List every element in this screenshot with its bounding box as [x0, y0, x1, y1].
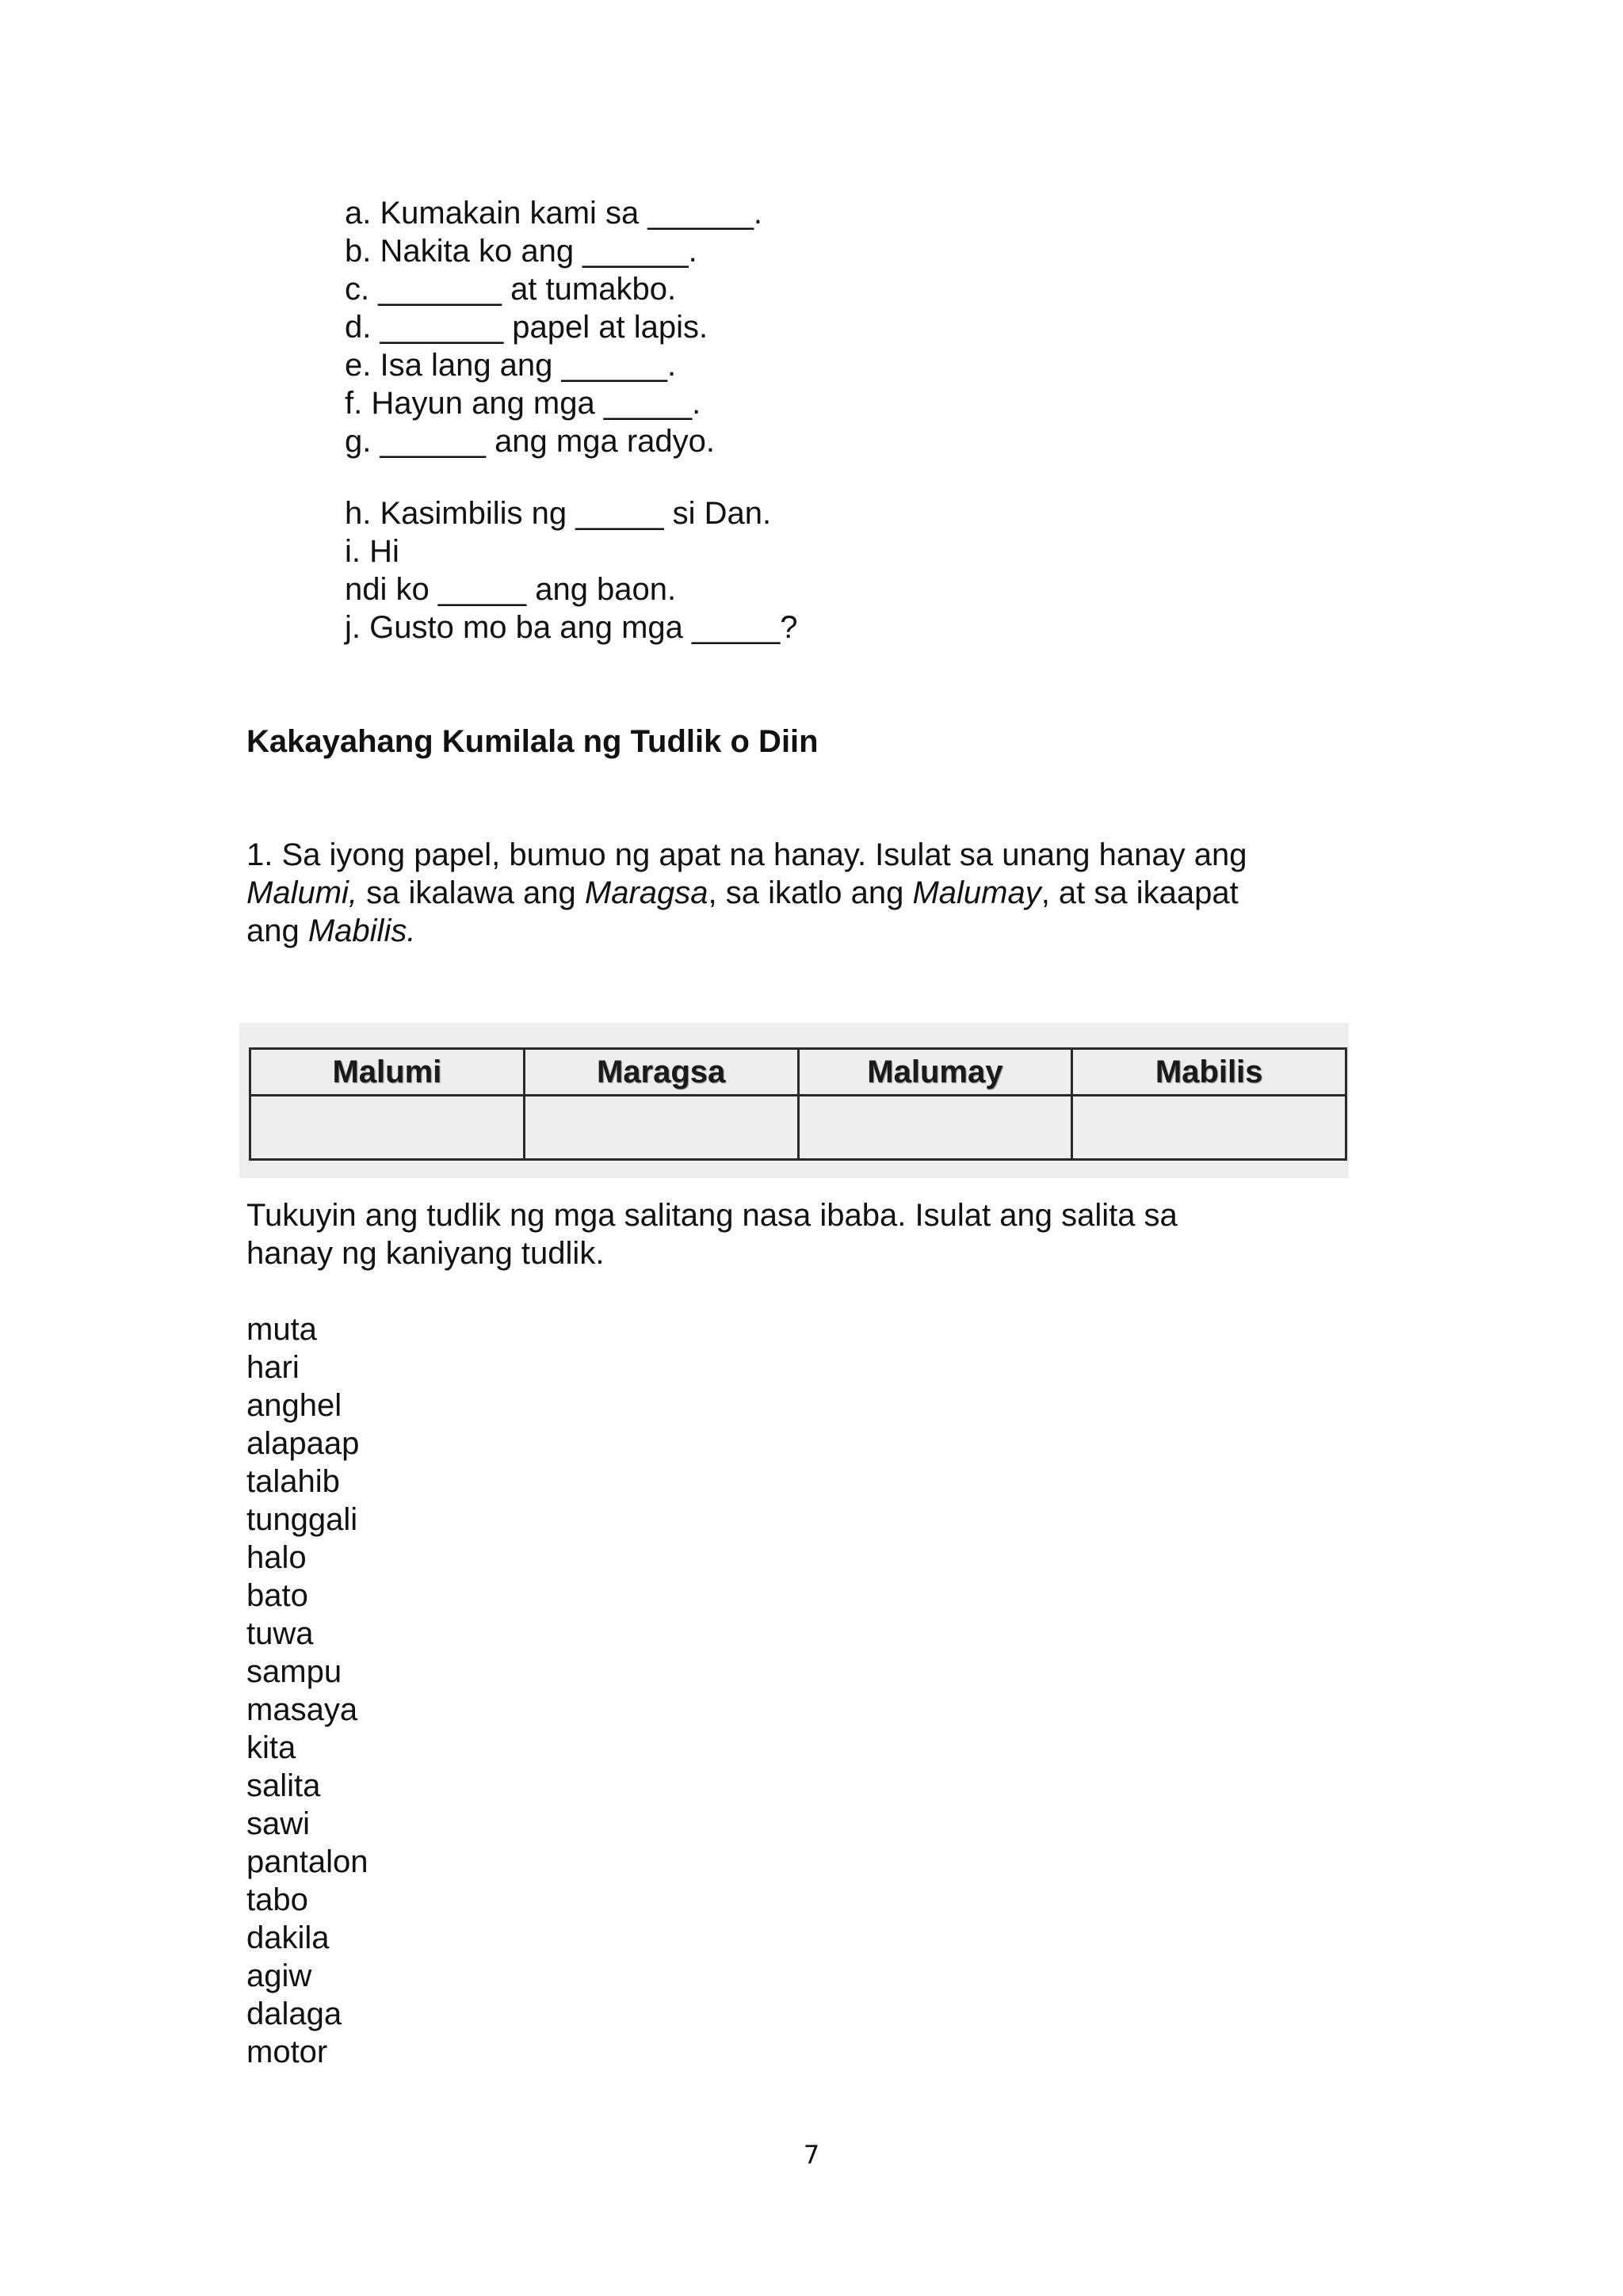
section-heading: Kakayahang Kumilala ng Tudlik o Diin [246, 724, 819, 759]
list-item: talahib [246, 1464, 340, 1499]
term-malumay: Malumay [912, 875, 1041, 910]
column-header-malumi: Malumi [250, 1049, 525, 1096]
list-item: dalaga [246, 1997, 342, 2031]
instruction-line [246, 874, 1356, 912]
list-item: pantalon [246, 1844, 369, 1879]
fill-in-item: j. Gusto mo ba ang mga _____? [345, 610, 798, 645]
tudlik-table [249, 1047, 1347, 1161]
fill-in-list-b [345, 494, 1375, 646]
fill-in-item: d. _______ papel at lapis. [345, 310, 708, 345]
fill-in-list-a [345, 194, 1375, 460]
term-malumi: Malumi, [246, 875, 358, 910]
empty-cell [250, 1096, 525, 1160]
empty-cell [524, 1096, 798, 1160]
list-item: tuwa [246, 1616, 314, 1651]
fill-in-item: f. Hayun ang mga _____. [345, 386, 701, 421]
instruction-line [246, 912, 1356, 950]
instruction-text: ang [246, 913, 308, 948]
fill-in-item: b. Nakita ko ang ______. [345, 234, 697, 269]
fill-in-item: e. Isa lang ang ______. [345, 348, 677, 383]
list-item: bato [246, 1578, 308, 1613]
term-mabilis: Mabilis. [307, 913, 416, 948]
list-item: agiw [246, 1958, 312, 1993]
list-item: kita [246, 1730, 296, 1765]
fill-in-item: h. Kasimbilis ng _____ si Dan. [345, 496, 772, 531]
prompt-paragraph [246, 1196, 1356, 1272]
table-header-row [250, 1049, 1346, 1096]
fill-in-item: c. _______ at tumakbo. [345, 272, 677, 307]
list-item: alapaap [246, 1426, 360, 1461]
empty-cell [798, 1096, 1072, 1160]
fill-in-item: g. ______ ang mga radyo. [345, 424, 716, 459]
column-header-mabilis: Mabilis [1072, 1049, 1346, 1096]
list-item: muta [246, 1312, 317, 1347]
table-row [250, 1096, 1346, 1160]
list-item: sampu [246, 1654, 342, 1689]
instruction-line: 1. Sa iyong papel, bumuo ng apat na hanay. Isulat sa unang hanay ang [246, 837, 1247, 872]
list-item: masaya [246, 1692, 358, 1727]
list-item: salita [246, 1768, 321, 1803]
fill-in-item: a. Kumakain kami sa ______. [345, 196, 762, 231]
prompt-line: hanay ng kaniyang tudlik. [246, 1236, 605, 1271]
instruction-paragraph [246, 836, 1356, 950]
fill-in-item: ndi ko _____ ang baon. [345, 572, 677, 607]
empty-cell [1072, 1096, 1346, 1160]
prompt-line: Tukuyin ang tudlik ng mga salitang nasa ibaba. Isulat ang salita sa [246, 1198, 1178, 1233]
fill-in-item: i. Hi [345, 534, 399, 569]
instruction-text: , sa ikatlo ang [708, 875, 913, 910]
column-header-maragsa: Maragsa [524, 1049, 798, 1096]
term-maragsa: Maragsa [584, 875, 708, 910]
instruction-text: sa ikalawa ang [357, 875, 585, 910]
list-item: halo [246, 1540, 307, 1575]
list-item: anghel [246, 1388, 342, 1423]
list-item: dakila [246, 1920, 330, 1955]
list-item: tunggali [246, 1502, 358, 1537]
list-item: tabo [246, 1882, 308, 1917]
instruction-text: , at sa ikaapat [1041, 875, 1239, 910]
list-item: motor [246, 2035, 328, 2069]
column-header-malumay: Malumay [798, 1049, 1072, 1096]
word-list [246, 1310, 368, 2071]
tudlik-table-image [239, 1023, 1349, 1178]
list-item: sawi [246, 1806, 311, 1841]
page-number: 7 [803, 2140, 820, 2170]
list-item: hari [246, 1350, 300, 1385]
